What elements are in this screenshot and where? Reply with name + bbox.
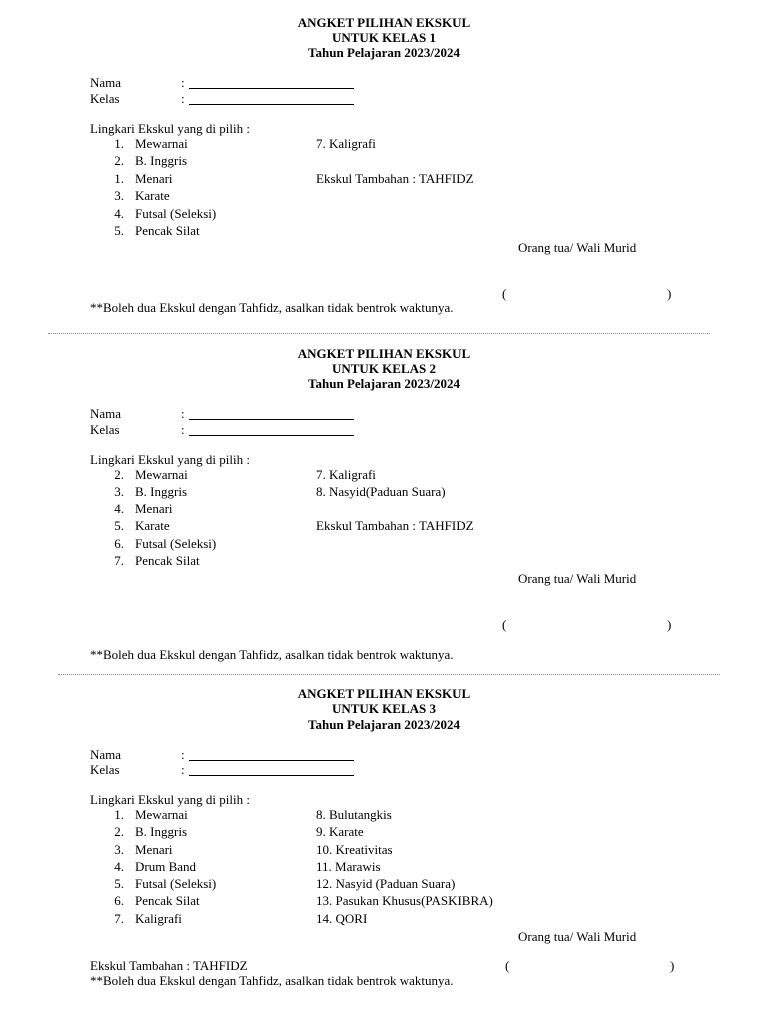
kelas-label: Kelas xyxy=(90,422,120,437)
list-number: 7. xyxy=(114,911,124,926)
paren-close: ) xyxy=(667,617,672,632)
paren-open: ( xyxy=(502,617,507,632)
form-subtitle: UNTUK KELAS 2 xyxy=(331,361,437,376)
list-item[interactable]: Karate xyxy=(135,188,170,203)
list-item[interactable]: 7. Kaligrafi xyxy=(316,467,376,482)
list-item[interactable]: Karate xyxy=(135,518,170,533)
list-item[interactable]: Futsal (Seleksi) xyxy=(135,206,217,221)
list-item[interactable]: Pencak Silat xyxy=(135,223,200,238)
list-item[interactable]: 14. QORI xyxy=(316,911,368,926)
extra-ekskul: Ekskul Tambahan : TAHFIDZ xyxy=(316,171,474,186)
list-number: 1. xyxy=(114,807,124,822)
list-item[interactable]: Menari xyxy=(135,842,173,857)
form-year: Tahun Pelajaran 2023/2024 xyxy=(308,717,460,732)
list-number: 5. xyxy=(114,876,124,891)
list-number: 6. xyxy=(114,893,124,908)
form-title: ANGKET PILIHAN EKSKUL xyxy=(297,346,471,361)
form-title: ANGKET PILIHAN EKSKUL xyxy=(297,15,471,30)
list-item[interactable]: 10. Kreativitas xyxy=(316,842,393,857)
nama-label: Nama xyxy=(90,75,122,90)
kelas-colon: : xyxy=(181,91,185,106)
form-year: Tahun Pelajaran 2023/2024 xyxy=(308,45,460,60)
nama-colon: : xyxy=(181,747,185,762)
list-item[interactable]: 12. Nasyid (Paduan Suara) xyxy=(316,876,456,891)
list-item[interactable]: Menari xyxy=(135,501,173,516)
kelas-colon: : xyxy=(181,422,185,437)
list-number: 3. xyxy=(114,484,124,499)
list-number: 4. xyxy=(114,501,124,516)
paren-open: ( xyxy=(505,958,510,973)
list-item[interactable]: 7. Kaligrafi xyxy=(316,136,376,151)
nama-label: Nama xyxy=(90,406,122,421)
list-item[interactable]: Futsal (Seleksi) xyxy=(135,536,217,551)
list-item[interactable]: Drum Band xyxy=(135,859,197,874)
extra-ekskul: Ekskul Tambahan : TAHFIDZ xyxy=(316,518,474,533)
paren-open: ( xyxy=(502,286,507,301)
signature-label: Orang tua/ Wali Murid xyxy=(518,571,637,586)
list-number: 4. xyxy=(114,859,124,874)
instruction: Lingkari Ekskul yang di pilih : xyxy=(90,792,250,807)
list-number: 2. xyxy=(114,824,124,839)
list-item[interactable]: 13. Pasukan Khusus(PASKIBRA) xyxy=(316,893,493,908)
kelas-label: Kelas xyxy=(90,91,120,106)
list-item[interactable]: Pencak Silat xyxy=(135,553,200,568)
list-number: 1. xyxy=(114,171,124,186)
form-subtitle: UNTUK KELAS 1 xyxy=(331,30,437,45)
list-number: 2. xyxy=(114,467,124,482)
list-item[interactable]: Futsal (Seleksi) xyxy=(135,876,217,891)
instruction: Lingkari Ekskul yang di pilih : xyxy=(90,121,250,136)
list-item[interactable]: B. Inggris xyxy=(135,484,187,499)
nama-colon: : xyxy=(181,406,185,421)
list-item[interactable]: Mewarnai xyxy=(135,807,188,822)
instruction: Lingkari Ekskul yang di pilih : xyxy=(90,452,250,467)
list-item[interactable]: B. Inggris xyxy=(135,824,187,839)
list-item[interactable]: Kaligrafi xyxy=(135,911,182,926)
list-number: 3. xyxy=(114,188,124,203)
list-number: 7. xyxy=(114,553,124,568)
note: **Boleh dua Ekskul dengan Tahfidz, asalkan tidak bentrok waktunya. xyxy=(90,647,454,662)
list-item[interactable]: 9. Karate xyxy=(316,824,364,839)
kelas-colon: : xyxy=(181,762,185,777)
nama-field[interactable] xyxy=(189,760,354,761)
list-item[interactable]: 11. Marawis xyxy=(316,859,381,874)
list-number: 2. xyxy=(114,153,124,168)
list-item[interactable]: Mewarnai xyxy=(135,136,188,151)
form-subtitle: UNTUK KELAS 3 xyxy=(331,701,437,716)
paren-close: ) xyxy=(670,958,675,973)
form-title: ANGKET PILIHAN EKSKUL xyxy=(297,686,471,701)
list-item[interactable]: Mewarnai xyxy=(135,467,188,482)
list-item[interactable]: B. Inggris xyxy=(135,153,187,168)
kelas-field[interactable] xyxy=(189,775,354,776)
list-item[interactable]: Menari xyxy=(135,171,173,186)
list-number: 1. xyxy=(114,136,124,151)
list-number: 3. xyxy=(114,842,124,857)
list-number: 5. xyxy=(114,223,124,238)
list-item[interactable]: 8. Bulutangkis xyxy=(316,807,392,822)
paren-close: ) xyxy=(667,286,672,301)
nama-colon: : xyxy=(181,75,185,90)
list-item[interactable]: 8. Nasyid(Paduan Suara) xyxy=(316,484,446,499)
signature-label: Orang tua/ Wali Murid xyxy=(518,929,637,944)
list-number: 6. xyxy=(114,536,124,551)
form-year: Tahun Pelajaran 2023/2024 xyxy=(308,376,460,391)
note: **Boleh dua Ekskul dengan Tahfidz, asalkan tidak bentrok waktunya. xyxy=(90,973,454,988)
note: **Boleh dua Ekskul dengan Tahfidz, asalkan tidak bentrok waktunya. xyxy=(90,300,454,315)
signature-label: Orang tua/ Wali Murid xyxy=(518,240,637,255)
list-item[interactable]: Pencak Silat xyxy=(135,893,200,908)
list-number: 5. xyxy=(114,518,124,533)
kelas-label: Kelas xyxy=(90,762,120,777)
nama-label: Nama xyxy=(90,747,122,762)
list-number: 4. xyxy=(114,206,124,221)
extra-ekskul: Ekskul Tambahan : TAHFIDZ xyxy=(90,958,248,973)
